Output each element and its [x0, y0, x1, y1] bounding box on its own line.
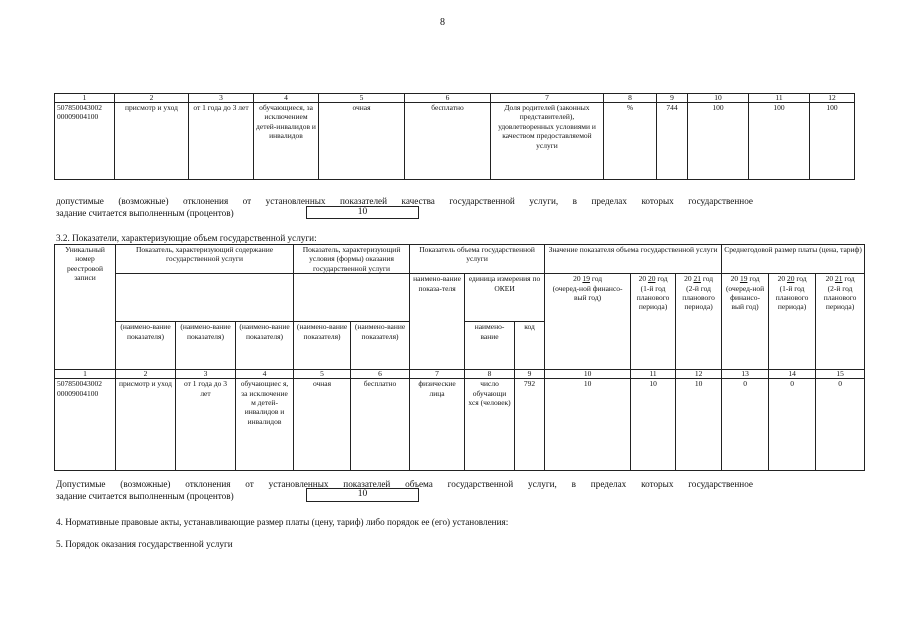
service-name: присмотр и уход [116, 379, 176, 471]
volume-tolerance-text: задание считается выполненным (процентов) [56, 491, 234, 501]
col-number: 14 [769, 370, 816, 379]
col-number: 12 [810, 94, 855, 103]
volume-tolerance-value: 10 [306, 488, 419, 502]
recipient-category: обучающиеся, за исключением детей-инвалидов и инвалидов [254, 103, 319, 180]
year-value: 20 [647, 274, 656, 284]
quality-tolerance-text: задание считается выполненным (процентов) [56, 208, 234, 218]
year-suffix: год [796, 274, 807, 284]
header-volume-value: Значение показателя объема государственной услуги [545, 245, 722, 274]
unit-name: число обучающи хся (человек) [465, 379, 515, 471]
header-year [769, 274, 816, 370]
col-number: 4 [236, 370, 294, 379]
col-number: 2 [116, 370, 176, 379]
header-unique-number: Уникальный номер реестровой записи [55, 245, 116, 370]
year-value: 21 [834, 274, 843, 284]
unit: % [604, 103, 657, 180]
period-label: (очеред-ной финансо-вый год) [725, 283, 765, 312]
year-suffix: год [749, 274, 760, 284]
year-prefix: 20 [777, 274, 786, 284]
service-name: присмотр и уход [115, 103, 189, 180]
unit-code: 792 [515, 379, 545, 471]
registry-code: 507850043002 00009004100 [55, 103, 115, 180]
registry-code: 507850043002 00009004100 [55, 379, 116, 471]
period-label: (1-й год планового периода) [775, 283, 809, 312]
header-year [545, 274, 631, 370]
year-prefix: 20 [825, 274, 834, 284]
col-number: 13 [722, 370, 769, 379]
year-suffix: год [591, 274, 603, 284]
quality-tolerance-value: 10 [306, 206, 419, 219]
age-range: от 1 года до 3 лет [189, 103, 254, 180]
year-value: 19 [582, 274, 590, 284]
okei-code: 744 [657, 103, 688, 180]
col-number: 2 [115, 94, 189, 103]
volume-indicator: физические лица [410, 379, 465, 471]
year-prefix: 20 [573, 274, 581, 284]
subheader-okei-code: код [515, 322, 545, 370]
col-number: 9 [515, 370, 545, 379]
year-value: 20 [786, 274, 795, 284]
col-number: 10 [688, 94, 749, 103]
header-okei: единица измерения по ОКЕИ [465, 274, 545, 322]
quality-tolerance-text: допустимые (возможные) отклонения от установленных показателей качества государственной услуги, в пределах которых государственное [56, 196, 753, 206]
value-year-1: 100 [688, 103, 749, 180]
service-form: очная [319, 103, 405, 180]
col-number: 7 [491, 94, 604, 103]
value-year-2: 100 [749, 103, 810, 180]
year-value: 19 [739, 274, 748, 284]
quality-indicator: Доля родителей (законных представителей), удовлетворенных условиями и качеством предоставляемой услуги [491, 103, 604, 180]
payment-type: бесплатно [351, 379, 410, 471]
col-number: 11 [749, 94, 810, 103]
section-4-heading: 4. Нормативные правовые акты, устанавливающие размер платы (цену, тариф) либо порядок ее (его) установления: [56, 517, 509, 527]
year-suffix: год [702, 274, 714, 284]
col-number: 3 [189, 94, 254, 103]
header-content: Показатель, характеризующий содержание государственной услуги [116, 245, 294, 274]
col-number: 8 [465, 370, 515, 379]
subheader-okei-name: наимено-вание [465, 322, 515, 370]
volume-year-3: 10 [676, 379, 722, 471]
table-row [55, 379, 865, 471]
quality-indicators-table [54, 93, 855, 180]
column-number-row [55, 94, 855, 103]
volume-year-2: 10 [631, 379, 676, 471]
section-title: 3.2. Показатели, характеризующие объем государственной услуги: [56, 233, 317, 243]
subheader-indicator-name: (наимено-вание показателя) [351, 322, 410, 370]
price-year-2: 0 [769, 379, 816, 471]
subheader-indicator-name: (наимено-вание показателя) [116, 322, 176, 370]
payment-type: бесплатно [405, 103, 491, 180]
col-number: 1 [55, 370, 116, 379]
page-number: 8 [440, 17, 445, 28]
col-number: 6 [405, 94, 491, 103]
year-suffix: год [844, 274, 855, 284]
header-spacer [116, 274, 294, 322]
header-price: Среднегодовой размер платы (цена, тариф) [722, 245, 865, 274]
year-prefix: 20 [638, 274, 647, 284]
subheader-indicator-name: (наимено-вание показателя) [236, 322, 294, 370]
header-year [722, 274, 769, 370]
col-number: 11 [631, 370, 676, 379]
table-row [55, 103, 855, 180]
service-form: очная [294, 379, 351, 471]
volume-year-1: 10 [545, 379, 631, 471]
header-year [676, 274, 722, 370]
header-indicator-name: наимено-вание показа-теля [410, 274, 465, 370]
year-suffix: год [657, 274, 668, 284]
col-number: 1 [55, 94, 115, 103]
year-prefix: 20 [730, 274, 739, 284]
col-number: 12 [676, 370, 722, 379]
year-prefix: 20 [684, 274, 692, 284]
col-number: 4 [254, 94, 319, 103]
value-year-3: 100 [810, 103, 855, 180]
age-range: от 1 года до 3 лет [176, 379, 236, 471]
subheader-indicator-name: (наимено-вание показателя) [176, 322, 236, 370]
col-number: 3 [176, 370, 236, 379]
col-number: 5 [319, 94, 405, 103]
recipient-category: обучающиес я, за исключение м детей-инвалидов и инвалидов [236, 379, 294, 471]
period-label: (очеред-ной финансо-вый год) [552, 283, 623, 303]
header-row [55, 274, 865, 322]
section-5-heading: 5. Порядок оказания государственной услуги [56, 539, 233, 549]
header-volume-indicator: Показатель объема государственной услуги [410, 245, 545, 274]
header-row [55, 245, 865, 274]
header-year [816, 274, 865, 370]
volume-tolerance-text: Допустимые (возможные) отклонения от установленных показателей объема государственной услуги, в пределах которых государственное [56, 479, 753, 489]
price-year-3: 0 [816, 379, 865, 471]
subheader-indicator-name: (наимено-вание показателя) [294, 322, 351, 370]
period-label: (1-й год планового периода) [636, 283, 670, 312]
volume-indicators-table [54, 244, 865, 471]
period-label: (2-й год планового периода) [682, 283, 715, 312]
price-year-1: 0 [722, 379, 769, 471]
col-number: 15 [816, 370, 865, 379]
header-conditions: Показатель, характеризующий условия (формы) оказания государственной услуги [294, 245, 410, 274]
col-number: 5 [294, 370, 351, 379]
col-number: 8 [604, 94, 657, 103]
header-year [631, 274, 676, 370]
col-number: 7 [410, 370, 465, 379]
column-number-row [55, 370, 865, 379]
col-number: 9 [657, 94, 688, 103]
header-spacer [294, 274, 410, 322]
col-number: 10 [545, 370, 631, 379]
period-label: (2-й год планового периода) [823, 283, 857, 312]
year-value: 21 [693, 274, 701, 284]
col-number: 6 [351, 370, 410, 379]
